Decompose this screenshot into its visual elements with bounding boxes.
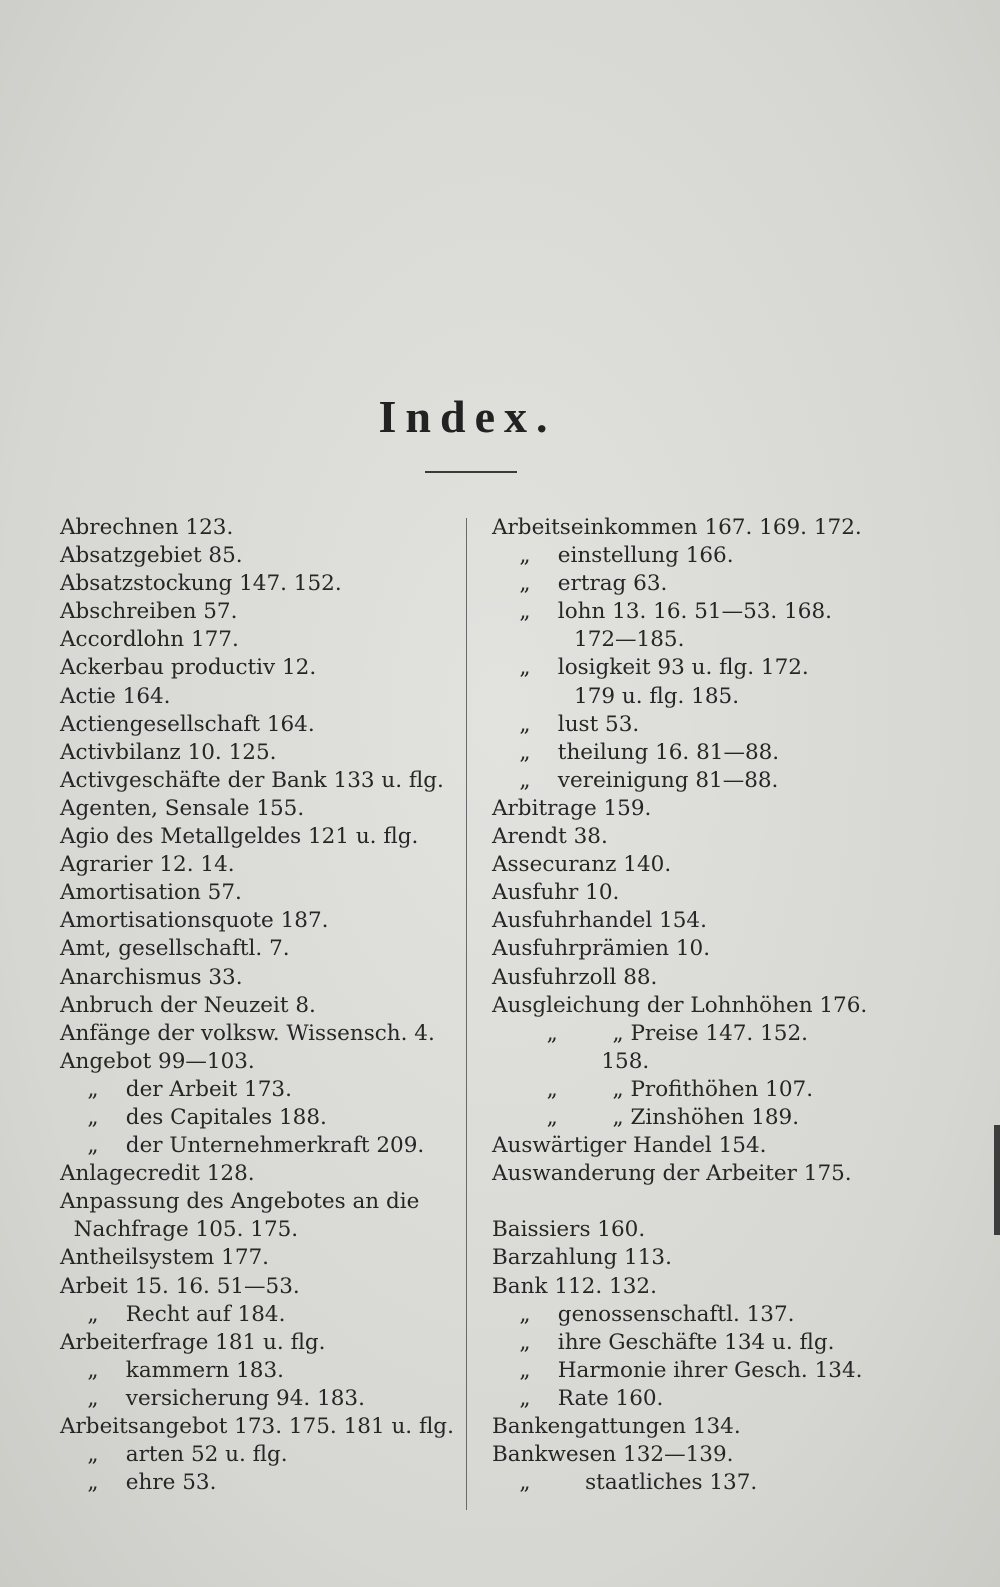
index-entry: Agio des Metallgeldes 121 u. flg. (60, 824, 419, 850)
index-entry: Anarchismus 33. (60, 964, 243, 990)
index-entry: Ausfuhrzoll 88. (492, 964, 658, 990)
index-entry: Absatzgebiet 85. (60, 543, 243, 569)
index-entry: Ackerbau productiv 12. (60, 655, 317, 681)
index-entry: „ der Arbeit 173. (60, 1076, 292, 1102)
index-entry: Ausfuhrprämien 10. (492, 936, 711, 962)
index-entry: Anbruch der Neuzeit 8. (60, 992, 316, 1018)
index-entry: „ kammern 183. (60, 1357, 284, 1383)
index-entry: „ „ Preise 147. 152. (492, 1020, 808, 1046)
index-entry: Barzahlung 113. (492, 1245, 672, 1271)
index-entry: „ Harmonie ihrer Gesch. 134. (492, 1357, 863, 1383)
index-entry: Arbeitsangebot 173. 175. 181 u. flg. (60, 1414, 454, 1439)
index-entry (492, 1188, 890, 1216)
index-entry: Amortisation 57. (60, 880, 242, 906)
index-entry: „ „ Profithöhen 107. (492, 1076, 814, 1102)
index-entry: Abrechnen 123. (60, 515, 234, 540)
index-entry: „ ihre Geschäfte 134 u. flg. (492, 1329, 835, 1355)
title-rule (425, 471, 517, 473)
index-entry: Amortisationsquote 187. (60, 908, 329, 934)
index-column-right (492, 514, 890, 1497)
index-entry: Antheilsystem 177. (60, 1245, 270, 1271)
index-entry: Bankengattungen 134. (492, 1414, 741, 1439)
index-entry: „ theilung 16. 81—88. (492, 739, 780, 765)
index-entry: Absatzstockung 147. 152. (60, 571, 342, 597)
index-entry: Auswanderung der Arbeiter 175. (492, 1161, 852, 1187)
index-entry: „ ertrag 63. (492, 571, 668, 597)
index-entry: Anpassung des Angebotes an die (60, 1189, 420, 1215)
index-entry: Bankwesen 132—139. (492, 1442, 734, 1468)
index-entry: Anfänge der volksw. Wissensch. 4. (60, 1020, 435, 1046)
index-entry: Arbeit 15. 16. 51—53. (60, 1273, 300, 1299)
page-title: Index. (378, 391, 557, 442)
index-entry: Assecuranz 140. (492, 852, 672, 878)
index-entry: „ lust 53. (492, 711, 640, 737)
index-entry: Ausfuhr 10. (492, 880, 620, 906)
index-entry: Amt, gesellschaftl. 7. (60, 936, 290, 962)
index-entry: 172—185. (492, 627, 685, 653)
index-entry: Abschreiben 57. (60, 599, 238, 625)
index-entry: „ „ Zinshöhen 189. (492, 1104, 800, 1130)
index-entry: „ losigkeit 93 u. flg. 172. (492, 655, 809, 681)
index-entry: Agrarier 12. 14. (60, 852, 235, 878)
index-entry: Arendt 38. (492, 824, 608, 850)
index-entry: Arbeiterfrage 181 u. flg. (60, 1329, 326, 1355)
index-entry: „ vereinigung 81—88. (492, 767, 779, 793)
page-edge-mark (994, 1125, 1000, 1235)
index-entry: „ arten 52 u. flg. (60, 1442, 288, 1468)
index-entry: Arbitrage 159. (492, 795, 652, 821)
index-entry: „ der Unternehmerkraft 209. (60, 1133, 425, 1159)
index-entry: Anlagecredit 128. (60, 1161, 255, 1187)
index-column-left (60, 514, 455, 1497)
index-entry: „ staatliches 137. (492, 1470, 758, 1496)
index-entry: Auswärtiger Handel 154. (492, 1133, 767, 1159)
index-entry: Angebot 99—103. (60, 1048, 255, 1074)
index-entry: „ Recht auf 184. (60, 1301, 286, 1327)
index-entry: „ ehre 53. (60, 1470, 217, 1496)
index-entry: Agenten, Sensale 155. (60, 795, 305, 821)
index-entry: „ versicherung 94. 183. (60, 1385, 365, 1411)
column-divider (466, 518, 467, 1510)
index-entry: Actiengesellschaft 164. (60, 711, 315, 737)
index-entry: „ Rate 160. (492, 1385, 664, 1411)
index-entry: Ausfuhrhandel 154. (492, 908, 707, 934)
index-entry: 158. (492, 1048, 650, 1074)
index-entry: „ einstellung 166. (492, 543, 734, 569)
index-entry: Actie 164. (60, 683, 171, 709)
index-entry: Bank 112. 132. (492, 1273, 657, 1299)
index-entry: „ lohn 13. 16. 51—53. 168. (492, 599, 832, 625)
index-entry: Activbilanz 10. 125. (60, 739, 277, 765)
index-entry: Accordlohn 177. (60, 627, 239, 653)
index-entry: Baissiers 160. (492, 1217, 646, 1243)
index-entry: Ausgleichung der Lohnhöhen 176. (492, 992, 868, 1018)
index-entry: 179 u. flg. 185. (492, 683, 740, 709)
index-entry: „ des Capitales 188. (60, 1104, 327, 1130)
index-entry: „ genossenschaftl. 137. (492, 1301, 795, 1327)
index-entry: Activgeschäfte der Bank 133 u. flg. (60, 767, 444, 793)
index-entry: Arbeitseinkommen 167. 169. 172. (492, 515, 862, 540)
index-entry: Nachfrage 105. 175. (60, 1217, 299, 1243)
